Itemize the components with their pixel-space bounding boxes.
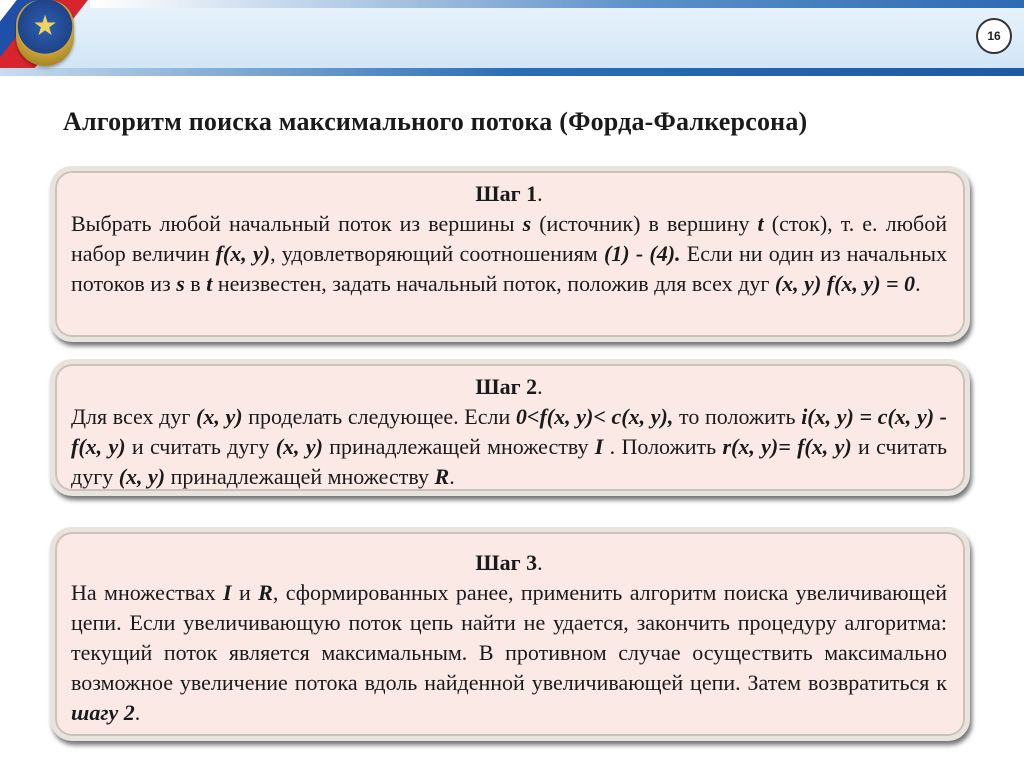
text-segment: и считать дугу [125,434,276,459]
text-segment: t [206,271,213,296]
page-number-badge: 16 [976,18,1012,54]
text-segment: . [449,464,455,489]
text-segment: I [594,434,604,459]
text-segment: принадлежащей множеству [322,434,595,459]
text-segment: в [184,271,207,296]
text-segment: i(x, y) = c(x, y) - f(x, y) [71,404,948,459]
step-heading: Шаг 3. [475,550,543,575]
text-segment: (источник) в вершину [531,211,758,236]
text-segment: (x, y) [275,434,323,459]
text-segment: R [434,464,450,489]
slide-title: Алгоритм поиска максимального потока (Форда-Фалкерсона) [63,107,808,136]
text-segment: I [223,580,232,605]
step-body [71,578,947,728]
step-body [71,209,947,299]
step-body [71,402,947,492]
step-heading: Шаг 1. [475,181,543,206]
text-segment: , удовлетворяющий соотношениям [270,241,604,266]
emblem-logo [16,0,74,66]
text-segment: Выбрать любой начальный поток из вершины [71,211,523,236]
text-segment: . [915,271,921,296]
header-bottom-band [0,68,1024,76]
text-segment: s [176,271,185,296]
slide-header [0,0,1024,76]
text-segment: и считать дугу [71,434,947,489]
text-segment: (1) - (4). [603,241,681,266]
step-3-box [50,527,970,741]
text-segment: t [757,211,764,236]
text-segment: то положить [673,404,802,429]
text-segment: (x, y) [118,464,166,489]
text-segment: r(x, y)= f(x, y) [722,434,852,459]
text-segment: Если ни один из начальных потоков из [71,241,948,296]
text-segment: неизвестен, задать начальный поток, положив для всех дуг [212,271,775,296]
text-segment: (сток), т. е. любой набор величин [71,211,947,266]
text-segment: принадлежащей множеству [165,464,435,489]
text-segment: . [134,700,141,725]
step-2-box [50,359,970,496]
step-heading: Шаг 2. [475,374,543,399]
step-1-box [50,166,970,342]
text-segment: и [231,580,259,605]
star-icon: ★ [32,9,58,42]
text-segment: f(x, y) [215,241,271,266]
text-segment: (x, y) f(x, y) = 0 [774,271,916,296]
text-segment: s [522,211,532,236]
text-segment: Для всех дуг [71,404,197,429]
text-segment: 0<f(x, y)< c(x, y), [515,404,674,429]
text-segment: . Положить [603,434,723,459]
text-segment: На множествах [71,580,224,605]
text-segment: (x, y) [196,404,243,429]
text-segment: шагу 2 [71,700,135,725]
text-segment: проделать следующее. Если [242,404,516,429]
text-segment: R [258,580,273,605]
text-segment: , сформированных ранее, применить алгоритм поиска увеличивающей цепи. Если увеличивающую поток цепь найти не удается, закончить процедуру алгоритма: текущий поток является максимальным. В противном случае осуществить максимально возможное увеличение потока вдоль найденной увеличивающей цепи. Затем возвратиться к [71,580,947,695]
header-top-band [90,0,1024,8]
